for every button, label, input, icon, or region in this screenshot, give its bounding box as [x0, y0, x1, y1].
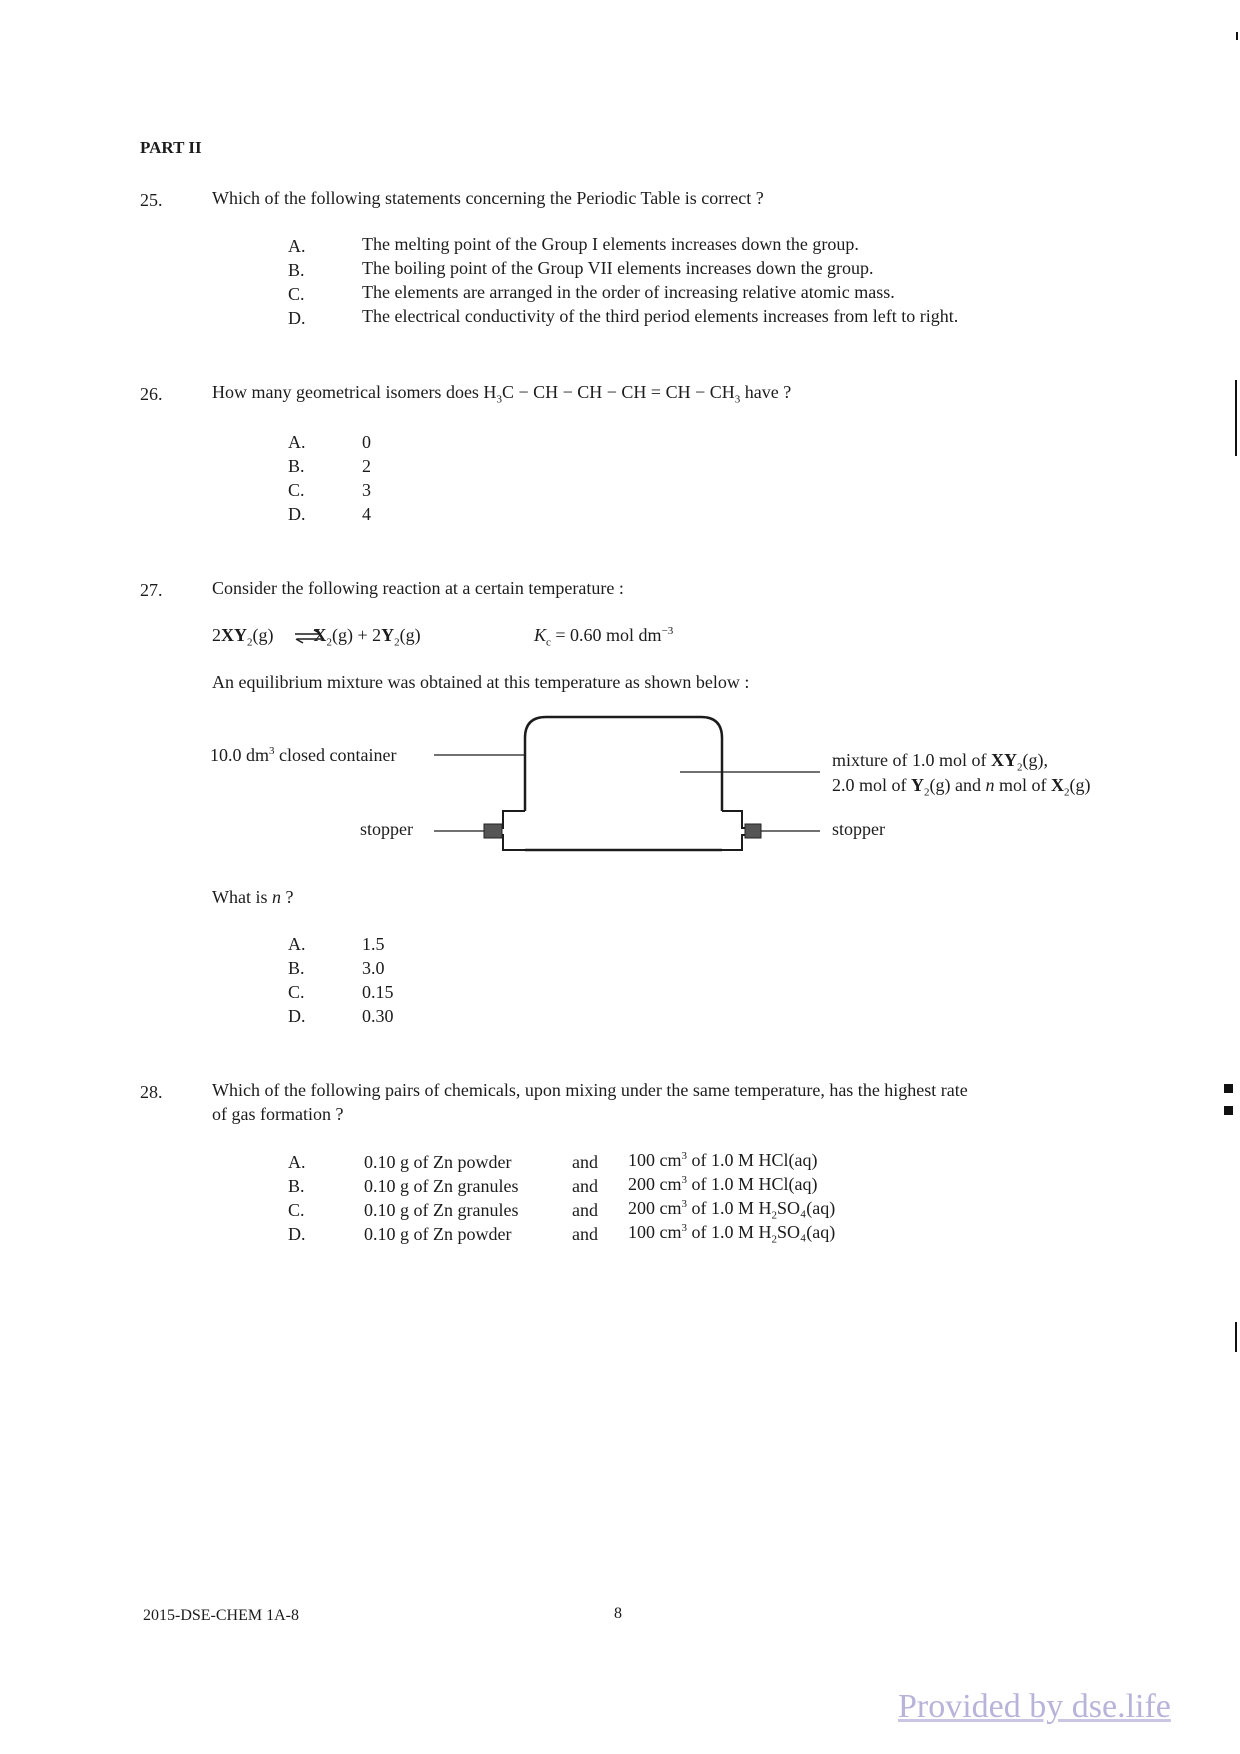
option-zinc: 0.10 g of Zn powder — [364, 1224, 512, 1244]
option-letter: B. — [288, 456, 305, 476]
option-letter: C. — [288, 1200, 305, 1220]
option-text: 3.0 — [362, 958, 385, 978]
option-letter: B. — [288, 958, 305, 978]
mixture-label-2: 2.0 mol of $Y_2(g)$ and n mol of $X_2(g)$ — [832, 775, 1091, 799]
option-letter: D. — [288, 504, 306, 524]
question-prompt: What is n ? — [212, 887, 294, 907]
page-number: 8 — [614, 1605, 622, 1622]
equilibrium-constant: $K_c = 0.60$ mol $dm^{-3}$ — [534, 625, 674, 649]
option-letter: C. — [288, 480, 305, 500]
stopper-label-right: stopper — [832, 819, 885, 839]
option-and: and — [572, 1152, 598, 1172]
question-number: 28. — [140, 1082, 163, 1102]
part-heading: PART II — [140, 138, 202, 157]
option-and: and — [572, 1224, 598, 1244]
container-label: 10.0 $dm^3$ closed container — [210, 745, 397, 765]
scan-mark — [1224, 1084, 1233, 1093]
option-acid: 100 $cm^3$ of 1.0 M HCl(aq) — [628, 1150, 818, 1170]
question-stem: Which of the following statements concerning the Periodic Table is correct ? — [212, 188, 764, 208]
exam-code: 2015-DSE-CHEM 1A-8 — [143, 1607, 299, 1624]
option-letter: A. — [288, 432, 306, 452]
option-letter: D. — [288, 1224, 306, 1244]
option-acid: 100 $cm^3$ of 1.0 M $H_2SO_4(aq)$ — [628, 1222, 836, 1246]
option-letter: D. — [288, 1006, 306, 1026]
question-stem: Which of the following pairs of chemicals, upon mixing under the same temperature, has the highest rate — [212, 1080, 968, 1100]
option-letter: C. — [288, 982, 305, 1002]
reaction-equation: $2XY_2(g) X_2(g) + 2Y_2(g)$ — [212, 625, 421, 649]
option-text: 0.15 — [362, 982, 394, 1002]
question-number: 26. — [140, 384, 163, 404]
scan-mark — [1236, 32, 1238, 40]
option-acid: 200 $cm^3$ of 1.0 M HCl(aq) — [628, 1174, 818, 1194]
right-stopper — [745, 824, 761, 838]
question-stem: How many geometrical isomers does $H_3C$ − CH − CH − CH = CH − $CH_3$ have ? — [212, 382, 792, 406]
option-letter: D. — [288, 308, 306, 328]
question-stem-line2: of gas formation ? — [212, 1104, 344, 1124]
option-letter: B. — [288, 1176, 305, 1196]
scan-mark — [1235, 380, 1237, 456]
question-stem: Consider the following reaction at a certain temperature : — [212, 578, 624, 598]
question-number: 27. — [140, 580, 163, 600]
option-acid: 200 $cm^3$ of 1.0 M $H_2SO_4(aq)$ — [628, 1198, 836, 1222]
stopper-label-left: stopper — [360, 819, 413, 839]
option-and: and — [572, 1200, 598, 1220]
scan-mark — [1235, 1322, 1237, 1352]
option-letter: A. — [288, 1152, 306, 1172]
option-zinc: 0.10 g of Zn granules — [364, 1176, 519, 1196]
mixture-label: mixture of 1.0 mol of $XY_2(g)$, — [832, 750, 1048, 774]
option-zinc: 0.10 g of Zn powder — [364, 1152, 512, 1172]
container-body — [525, 717, 722, 811]
option-text: 3 — [362, 480, 371, 500]
diagram-intro: An equilibrium mixture was obtained at this temperature as shown below : — [212, 672, 750, 692]
option-text: The electrical conductivity of the third period elements increases from left to right. — [362, 306, 959, 326]
option-text: 1.5 — [362, 934, 385, 954]
option-text: 2 — [362, 456, 371, 476]
option-text: 0.30 — [362, 1006, 394, 1026]
option-text: 0 — [362, 432, 371, 452]
option-text: The elements are arranged in the order of increasing relative atomic mass. — [362, 282, 895, 302]
option-text: 4 — [362, 504, 371, 524]
question-number: 25. — [140, 190, 163, 210]
scan-mark — [1224, 1106, 1233, 1115]
option-letter: C. — [288, 284, 305, 304]
option-text: The melting point of the Group I elements increases down the group. — [362, 234, 859, 254]
option-letter: B. — [288, 260, 305, 280]
option-letter: A. — [288, 236, 306, 256]
left-stopper — [484, 824, 502, 838]
option-letter: A. — [288, 934, 306, 954]
option-text: The boiling point of the Group VII elements increases down the group. — [362, 258, 874, 278]
option-and: and — [572, 1176, 598, 1196]
watermark: Provided by dse.life — [898, 1688, 1171, 1725]
option-zinc: 0.10 g of Zn granules — [364, 1200, 519, 1220]
